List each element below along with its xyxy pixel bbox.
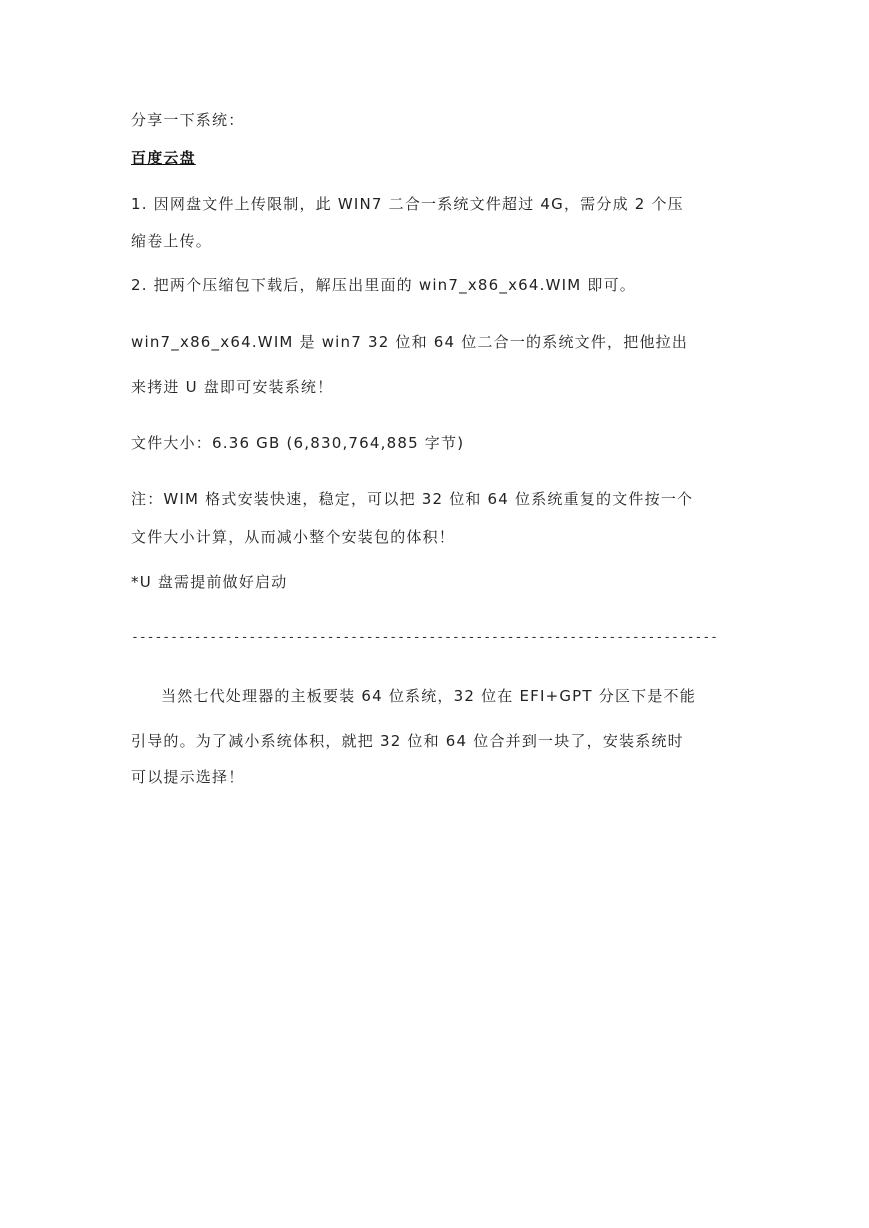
- item2-text: 2. 把两个压缩包下载后，解压出里面的 win7_x86_x64.WIM 即可。: [131, 276, 636, 294]
- usb-note: *U 盘需提前做好启动: [131, 573, 288, 591]
- desc-line1: win7_x86_x64.WIM 是 win7 32 位和 64 位二合一的系统文件，把他拉出: [131, 333, 689, 351]
- intro-text: 分享一下系统：: [131, 111, 245, 129]
- para-line3: 可以提示选择！: [131, 768, 245, 786]
- baidu-cloud-link[interactable]: 百度云盘: [131, 149, 196, 167]
- file-size-text: 文件大小：6.36 GB (6,830,764,885 字节): [131, 434, 465, 452]
- item1-line1: 1. 因网盘文件上传限制，此 WIN7 二合一系统文件超过 4G，需分成 2 个压: [131, 195, 684, 213]
- desc-line2: 来拷进 U 盘即可安装系统！: [131, 378, 334, 396]
- note-line1: 注：WIM 格式安装快速，稳定，可以把 32 位和 64 位系统重复的文件按一个: [131, 490, 694, 508]
- para-line2: 引导的。为了减小系统体积，就把 32 位和 64 位合并到一块了，安装系统时: [131, 732, 684, 750]
- dashed-divider: ---------------------------------------------------------------------------: [131, 630, 718, 645]
- item1-line2: 缩卷上传。: [131, 232, 213, 250]
- para-line1: 当然七代处理器的主板要装 64 位系统，32 位在 EFI+GPT 分区下是不能: [161, 687, 696, 705]
- note-line2: 文件大小计算，从而减小整个安装包的体积！: [131, 528, 456, 546]
